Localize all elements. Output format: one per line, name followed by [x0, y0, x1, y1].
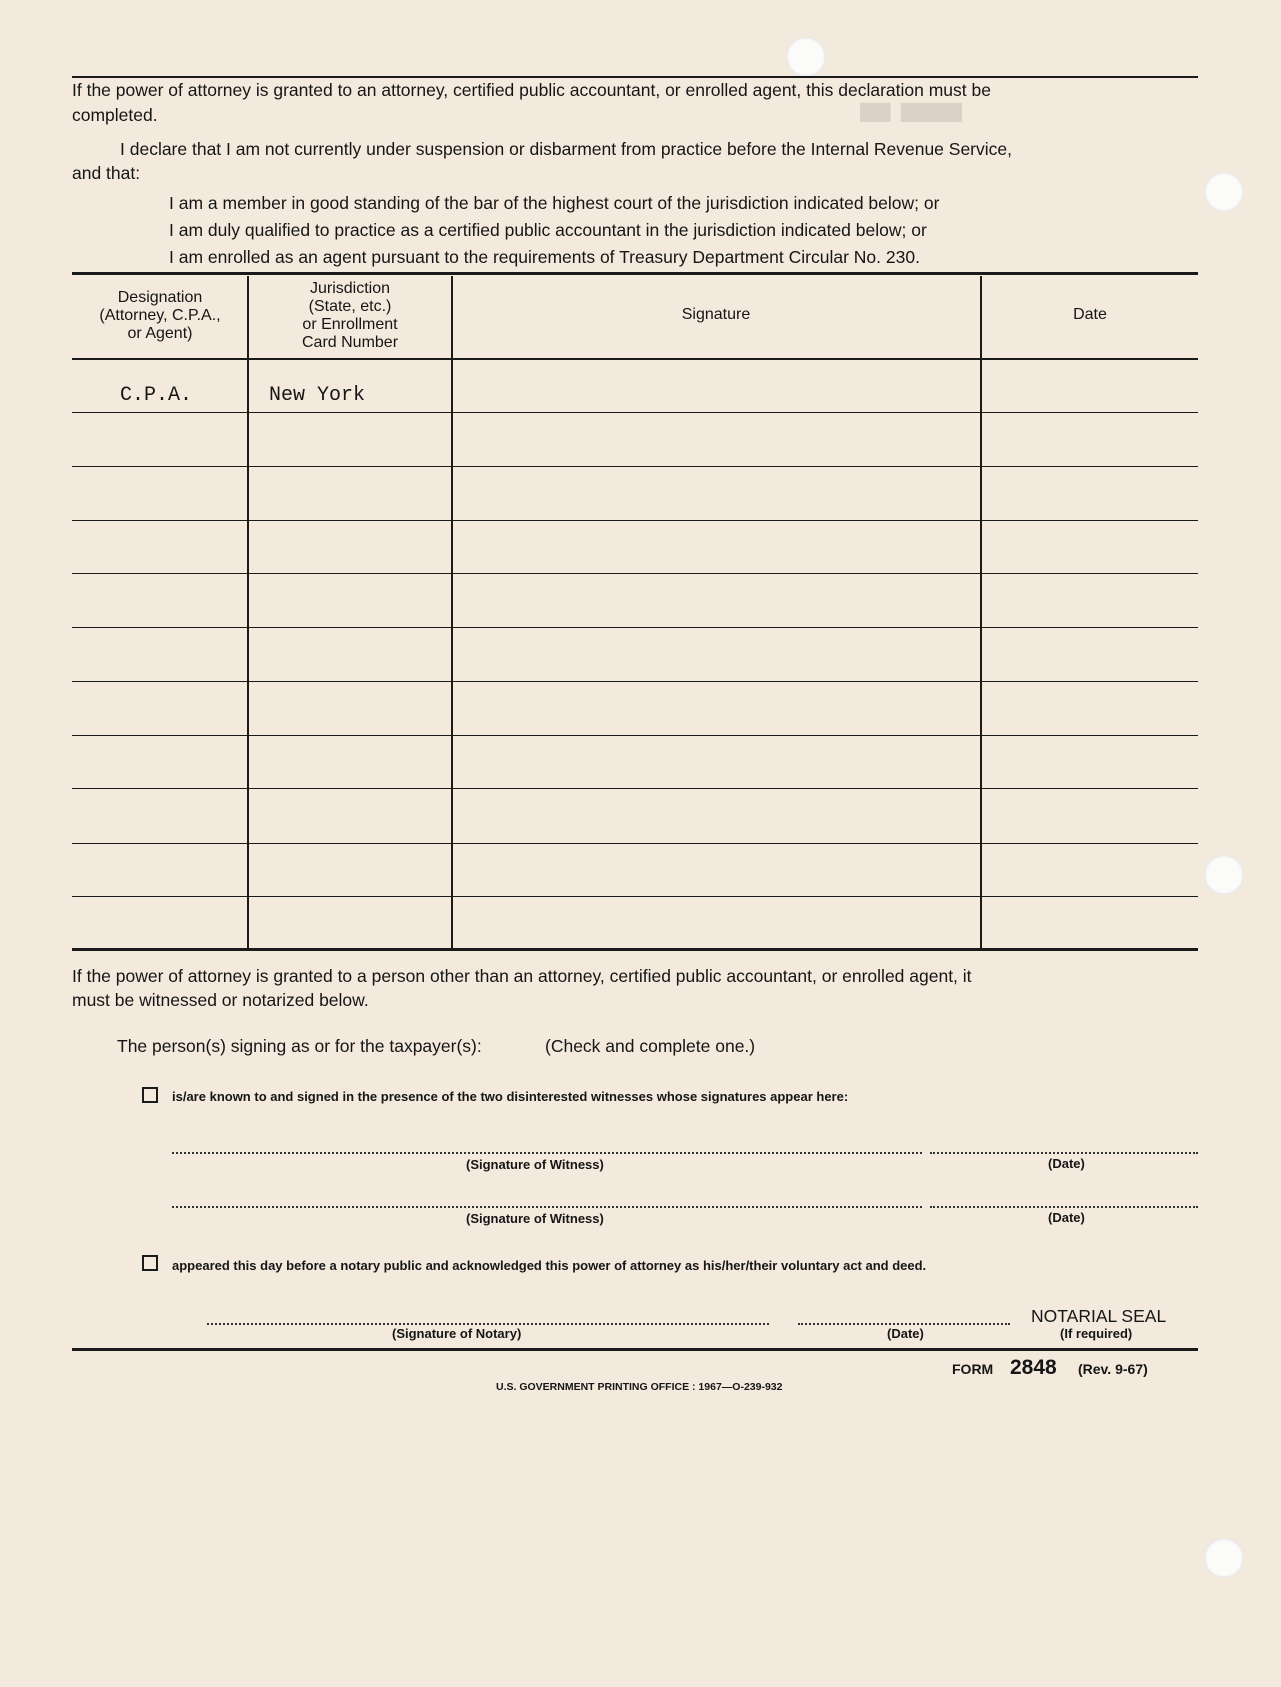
- witness-2-signature-label: (Signature of Witness): [466, 1211, 604, 1226]
- notarial-seal-label: NOTARIAL SEAL: [1031, 1306, 1167, 1326]
- table-row-rule: [72, 843, 1198, 844]
- row-designation-value: C.P.A.: [120, 384, 193, 407]
- notary-date-label: (Date): [887, 1326, 924, 1341]
- witness-intro-line2: must be witnessed or notarized below.: [72, 990, 369, 1010]
- bottom-rule: [72, 1348, 1198, 1351]
- witness-2-date-label: (Date): [1048, 1210, 1085, 1225]
- witness-intro-line1: If the power of attorney is granted to a person other than an attorney, certified public accountant, or enrolled agent, it: [72, 966, 972, 986]
- header-designation: [76, 289, 244, 343]
- notary-checkbox[interactable]: [142, 1255, 158, 1271]
- witness-2-signature-line[interactable]: [172, 1206, 922, 1208]
- punch-hole-lower: [1204, 1538, 1244, 1578]
- printing-office-note: U.S. GOVERNMENT PRINTING OFFICE : 1967—O-239-932: [496, 1381, 783, 1393]
- notary-option-text: appeared this day before a notary public and acknowledged this power of attorney as his/her/their voluntary act and deed.: [172, 1258, 927, 1273]
- persons-signing-label: The person(s) signing as or for the taxpayer(s):: [117, 1036, 482, 1056]
- declaration-option-cpa: I am duly qualified to practice as a certified public accountant in the jurisdiction indicated below; or: [169, 220, 927, 240]
- header-designation-line2: (Attorney, C.P.A.,: [99, 307, 221, 324]
- if-required-label: (If required): [1060, 1326, 1133, 1341]
- form-label: FORM: [952, 1361, 994, 1377]
- table-row-rule: [72, 466, 1198, 467]
- table-col-divider-3: [980, 276, 982, 949]
- top-rule: [72, 76, 1198, 78]
- header-jurisdiction-line2: (State, etc.): [308, 298, 392, 315]
- form-number: 2848: [1010, 1356, 1057, 1379]
- header-jurisdiction-line4: Card Number: [301, 334, 399, 351]
- notary-signature-label: (Signature of Notary): [392, 1326, 522, 1341]
- header-designation-line1: Designation: [117, 289, 203, 306]
- table-row-rule: [72, 520, 1198, 521]
- table-bottom-rule: [72, 948, 1198, 951]
- table-row-rule: [72, 896, 1198, 897]
- table-row-rule: [72, 573, 1198, 574]
- header-jurisdiction-line1: Jurisdiction: [309, 280, 391, 297]
- witness-2-date-line[interactable]: [930, 1206, 1198, 1208]
- notary-signature-line[interactable]: [207, 1323, 769, 1325]
- notary-date-line[interactable]: [798, 1323, 1010, 1325]
- header-designation-line3: or Agent): [127, 325, 193, 342]
- punch-hole-upper: [1204, 172, 1244, 212]
- header-date: Date: [1073, 306, 1107, 323]
- declaration-option-agent: I am enrolled as an agent pursuant to the requirements of Treasury Department Circular No. 230.: [169, 247, 920, 267]
- witness-1-signature-line[interactable]: [172, 1152, 922, 1154]
- row-jurisdiction-value: New York: [269, 384, 366, 407]
- witness-1-date-line[interactable]: [930, 1152, 1198, 1154]
- table-header-rule: [72, 358, 1198, 360]
- table-col-divider-2: [451, 276, 453, 949]
- header-jurisdiction-line3: or Enrollment: [302, 316, 398, 333]
- table-top-rule: [72, 272, 1198, 275]
- header-signature: Signature: [681, 306, 751, 323]
- witness-1-signature-label: (Signature of Witness): [466, 1157, 604, 1172]
- header-jurisdiction: [252, 280, 448, 352]
- declaration-declare-line2: and that:: [72, 163, 141, 183]
- bleed-through-shadow: ██████ ███: [860, 104, 963, 123]
- declaration-declare-line1: I declare that I am not currently under suspension or disbarment from practice before the Internal Revenue Service,: [120, 139, 1012, 159]
- check-instruction: (Check and complete one.): [545, 1036, 756, 1056]
- declaration-intro-line2: completed.: [72, 105, 158, 125]
- form-revision: (Rev. 9-67): [1078, 1361, 1148, 1377]
- witnesses-checkbox[interactable]: [142, 1087, 158, 1103]
- table-row-rule: [72, 627, 1198, 628]
- declaration-option-bar: I am a member in good standing of the bar of the highest court of the jurisdiction indicated below; or: [169, 193, 940, 213]
- punch-hole-top: [786, 37, 826, 77]
- declaration-intro-line1: If the power of attorney is granted to an attorney, certified public accountant, or enrolled agent, this declaration must be: [72, 80, 991, 100]
- witness-1-date-label: (Date): [1048, 1156, 1085, 1171]
- witnesses-option-text: is/are known to and signed in the presence of the two disinterested witnesses whose signatures appear here:: [172, 1089, 849, 1104]
- table-col-divider-1: [247, 276, 249, 949]
- table-row-rule: [72, 788, 1198, 789]
- punch-hole-middle: [1204, 855, 1244, 895]
- table-row-rule: [72, 681, 1198, 682]
- table-row-rule: [72, 735, 1198, 736]
- table-row-rule: [72, 412, 1198, 413]
